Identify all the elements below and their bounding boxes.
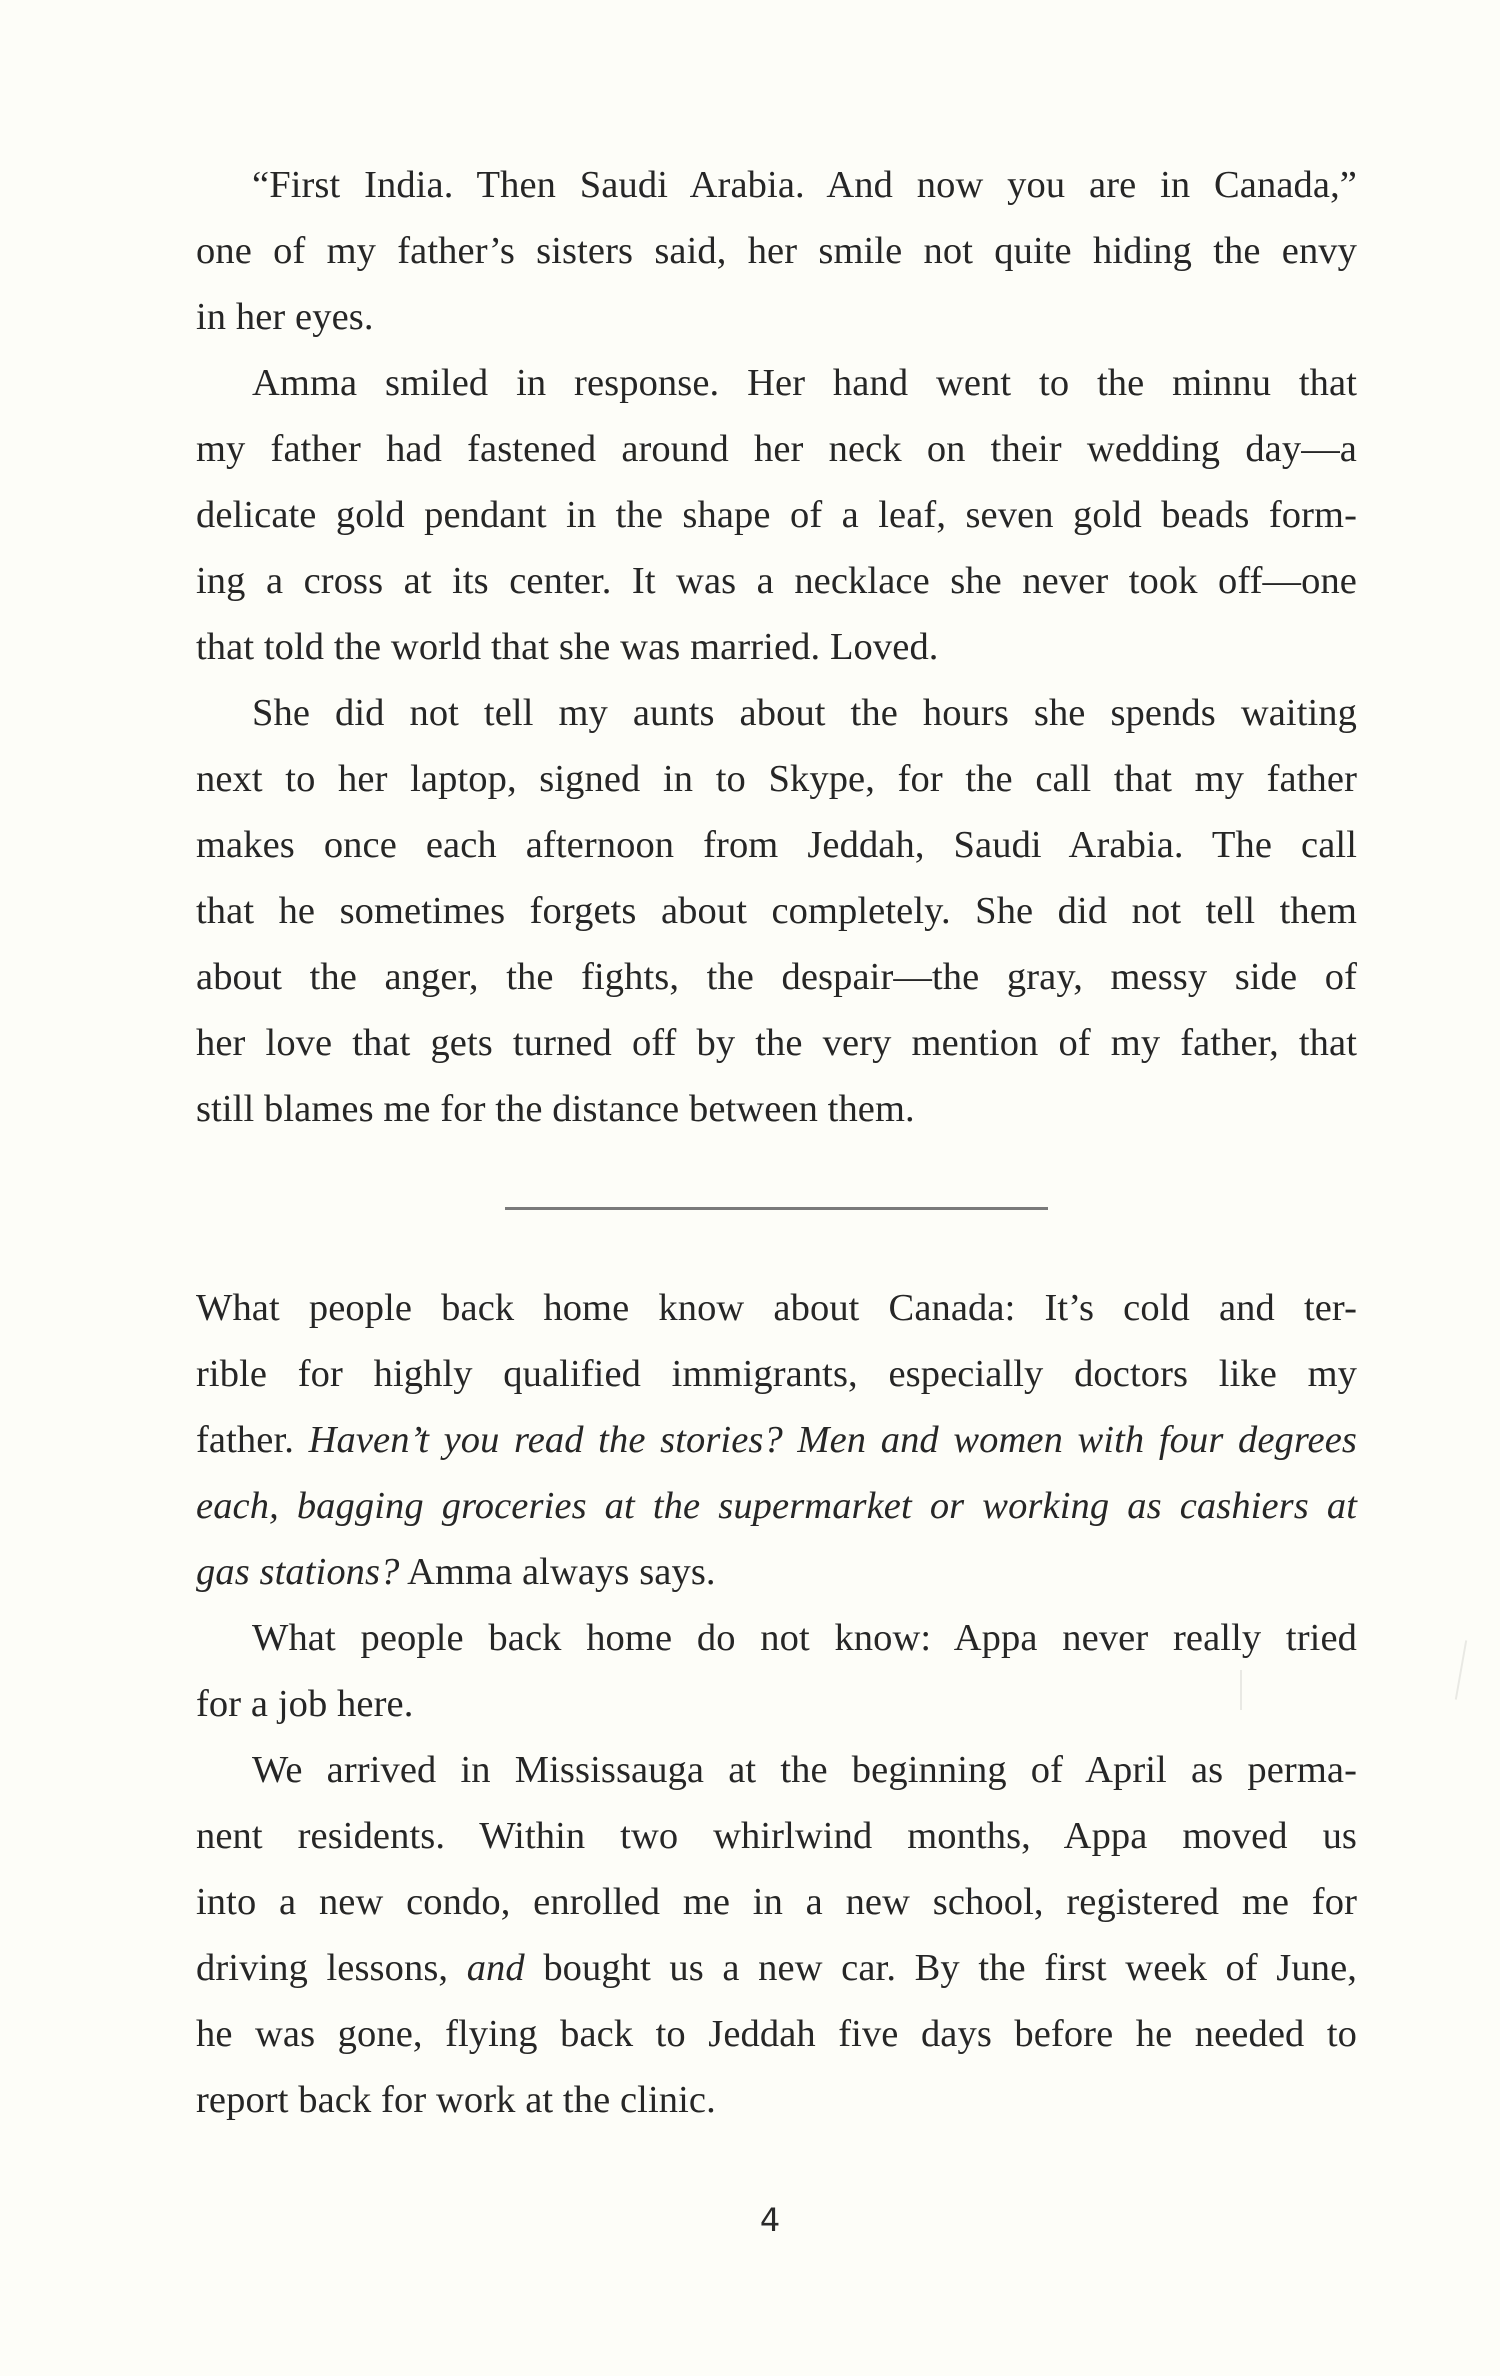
- text-line: Amma smiled in response. Her hand went to the minnu that: [252, 362, 1357, 404]
- text-line: She did not tell my aunts about the hours she spends waiting: [252, 692, 1357, 734]
- text-line: nent residents. Within two whirlwind months, Appa moved us: [196, 1815, 1357, 1857]
- italic-text: Haven’t you read the stories? Men and women with four degrees: [308, 1419, 1357, 1461]
- text-line: rible for highly qualified immigrants, especially doctors like my: [196, 1353, 1357, 1395]
- text-line: “First India. Then Saudi Arabia. And now you are in Canada,”: [252, 164, 1357, 206]
- text-line: for a job here.: [196, 1683, 414, 1725]
- text-line: makes once each afternoon from Jeddah, Saudi Arabia. The call: [196, 824, 1357, 866]
- text-line: that he sometimes forgets about completely. She did not tell them: [196, 890, 1357, 932]
- text-line: report back for work at the clinic.: [196, 2079, 716, 2121]
- text-line: one of my father’s sisters said, her smile not quite hiding the envy: [196, 230, 1357, 272]
- section-divider: [505, 1207, 1048, 1210]
- text-line: ing a cross at its center. It was a necklace she never took off—one: [196, 560, 1357, 602]
- text-line: father. Haven’t you read the stories? Men and women with four degrees: [196, 1419, 1357, 1461]
- text-line: We arrived in Mississauga at the beginning of April as perma-: [252, 1749, 1357, 1791]
- text-line: What people back home know about Canada: It’s cold and ter-: [196, 1287, 1357, 1329]
- text-line: driving lessons, and bought us a new car. By the first week of June,: [196, 1947, 1357, 1989]
- page-number: 4: [759, 2201, 781, 2239]
- text-line: about the anger, the fights, the despair—the gray, messy side of: [196, 956, 1357, 998]
- scan-artifact: [1240, 1670, 1242, 1710]
- text-line: he was gone, flying back to Jeddah five days before he needed to: [196, 2013, 1357, 2055]
- text-line: my father had fastened around her neck on their wedding day—a: [196, 428, 1357, 470]
- italic-text: gas stations?: [196, 1551, 400, 1593]
- text-line: into a new condo, enrolled me in a new school, registered me for: [196, 1881, 1357, 1923]
- italic-text: and: [466, 1947, 525, 1989]
- text-line: that told the world that she was married. Loved.: [196, 626, 939, 668]
- text-line: What people back home do not know: Appa never really tried: [252, 1617, 1357, 1659]
- text-line: delicate gold pendant in the shape of a leaf, seven gold beads form-: [196, 494, 1357, 536]
- text-line: still blames me for the distance between them.: [196, 1088, 915, 1130]
- text-line: gas stations? Amma always says.: [196, 1551, 716, 1593]
- text-line: [196, 1481, 1357, 1531]
- text-line: her love that gets turned off by the very mention of my father, that: [196, 1022, 1357, 1064]
- text-line: in her eyes.: [196, 296, 374, 338]
- italic-text: each, bagging groceries at the supermarket or working as cashiers at: [196, 1485, 1357, 1527]
- scan-artifact: [1455, 1640, 1467, 1699]
- text-line: next to her laptop, signed in to Skype, for the call that my father: [196, 758, 1357, 800]
